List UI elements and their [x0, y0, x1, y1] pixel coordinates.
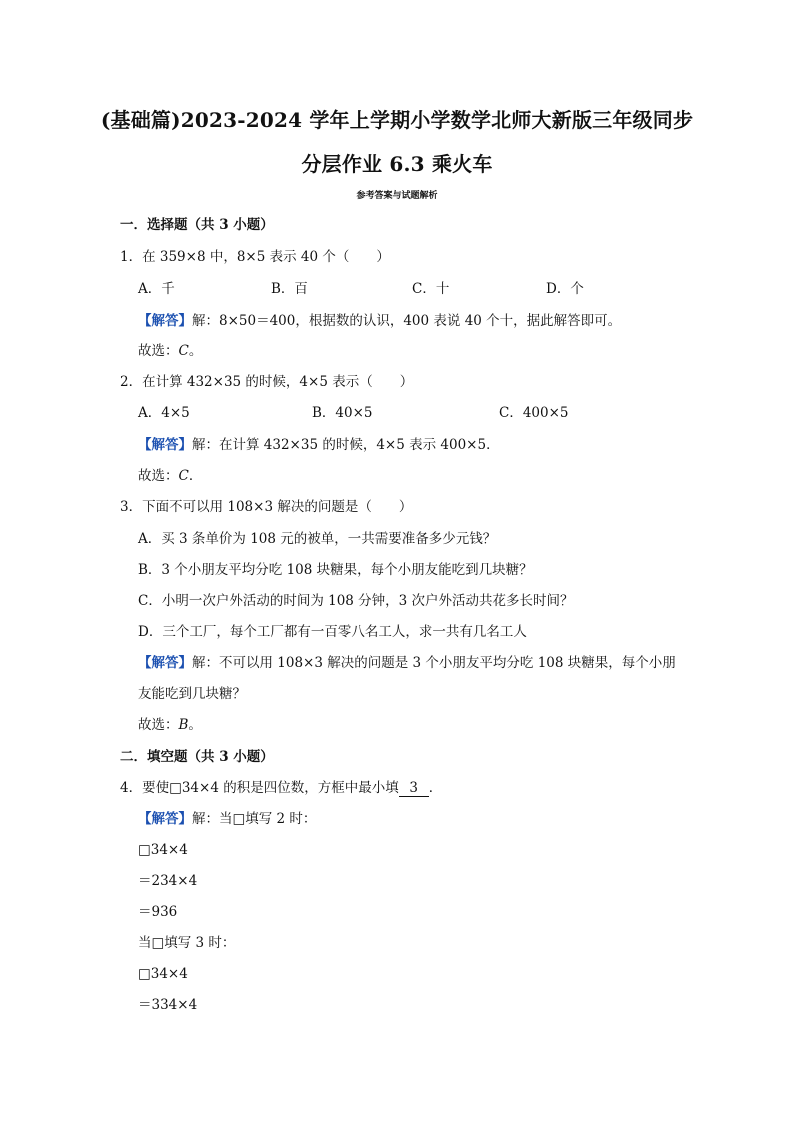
solution-tag: 【解答】 [138, 655, 192, 671]
answer-blank: 3 [399, 781, 429, 797]
solution-text: 解：8×50＝400，根据数的认识，400 表说 40 个十，据此解答即可。 [192, 313, 622, 329]
answer-choice: B [178, 717, 189, 733]
solution-tag: 【解答】 [138, 313, 192, 329]
question-3-solution-line-1 [138, 654, 676, 672]
answer-choice: C [178, 468, 189, 484]
question-4-step: ＝334×4 [138, 997, 198, 1013]
answer-suffix: 。 [188, 717, 202, 733]
question-1-option-b: B．百 [271, 281, 308, 297]
question-1-answer [138, 342, 202, 360]
question-2-option-a: A．4×5 [138, 405, 190, 421]
question-3-answer [138, 716, 202, 734]
question-1-option-a: A．千 [138, 281, 175, 297]
answer-prefix: 故选： [138, 343, 179, 359]
question-1-stem: 1．在 359×8 中，8×5 表示 40 个（ ） [120, 249, 390, 265]
question-4-step: ＝936 [138, 904, 178, 920]
answer-suffix: 。 [188, 343, 203, 359]
question-2-answer [138, 467, 202, 485]
answer-suffix: ． [188, 468, 203, 484]
question-4-step: ＝234×4 [138, 873, 198, 889]
question-1-option-d: D．个 [546, 281, 584, 297]
question-2-stem: 2．在计算 432×35 的时候，4×5 表示（ ） [120, 374, 414, 390]
document-title-line-2: 分层作业 6.3 乘火车 [301, 152, 493, 176]
solution-tag: 【解答】 [138, 437, 192, 453]
document-subtitle: 参考答案与试题解析 [356, 191, 438, 201]
section-heading-choice: 一．选择题（共 3 小题） [120, 217, 274, 233]
question-1-solution [138, 312, 621, 330]
stem-text: 4．要使□34×4 的积是四位数，方框中最小填 [120, 780, 399, 796]
answer-prefix: 故选： [138, 717, 179, 733]
question-4-solution [138, 810, 316, 828]
question-2-option-b: B．40×5 [312, 405, 373, 421]
question-2-option-c: C．400×5 [499, 405, 569, 421]
solution-text: 解：当□填写 2 时： [192, 811, 317, 827]
question-3-option-a: A．买 3 条单价为 108 元的被单，一共需要准备多少元钱？ [138, 531, 497, 547]
question-1-option-c: C．十 [412, 281, 450, 297]
answer-prefix: 故选： [138, 468, 179, 484]
question-4-step: 当□填写 3 时： [138, 935, 236, 951]
question-3-option-d: D．三个工厂，每个工厂都有一百零八名工人，求一共有几名工人 [138, 624, 527, 640]
document-title-line-1: (基础篇)2023-2024 学年上学期小学数学北师大新版三年级同步 [100, 108, 694, 132]
solution-text: 解：不可以用 108×3 解决的问题是 3 个小朋友平均分吃 108 块糖果，每个小朋 [192, 655, 676, 671]
question-2-solution [138, 436, 500, 454]
stem-suffix: ． [428, 780, 443, 796]
question-3-solution-line-2: 友能吃到几块糖？ [138, 686, 246, 702]
question-3-stem: 3．下面不可以用 108×3 解决的问题是（ ） [120, 499, 413, 515]
answer-choice: C [178, 343, 189, 359]
question-4-step: □34×4 [138, 966, 188, 982]
question-4-stem [120, 779, 442, 797]
solution-tag: 【解答】 [138, 811, 192, 827]
question-3-option-c: C．小明一次户外活动的时间为 108 分钟，3 次户外活动共花多长时间？ [138, 593, 574, 609]
solution-text: 解：在计算 432×35 的时候，4×5 表示 400×5． [192, 437, 500, 453]
section-heading-fill: 二．填空题（共 3 小题） [120, 749, 274, 765]
question-4-step: □34×4 [138, 842, 188, 858]
question-3-option-b: B．3 个小朋友平均分吃 108 块糖果，每个小朋友能吃到几块糖？ [138, 562, 533, 578]
